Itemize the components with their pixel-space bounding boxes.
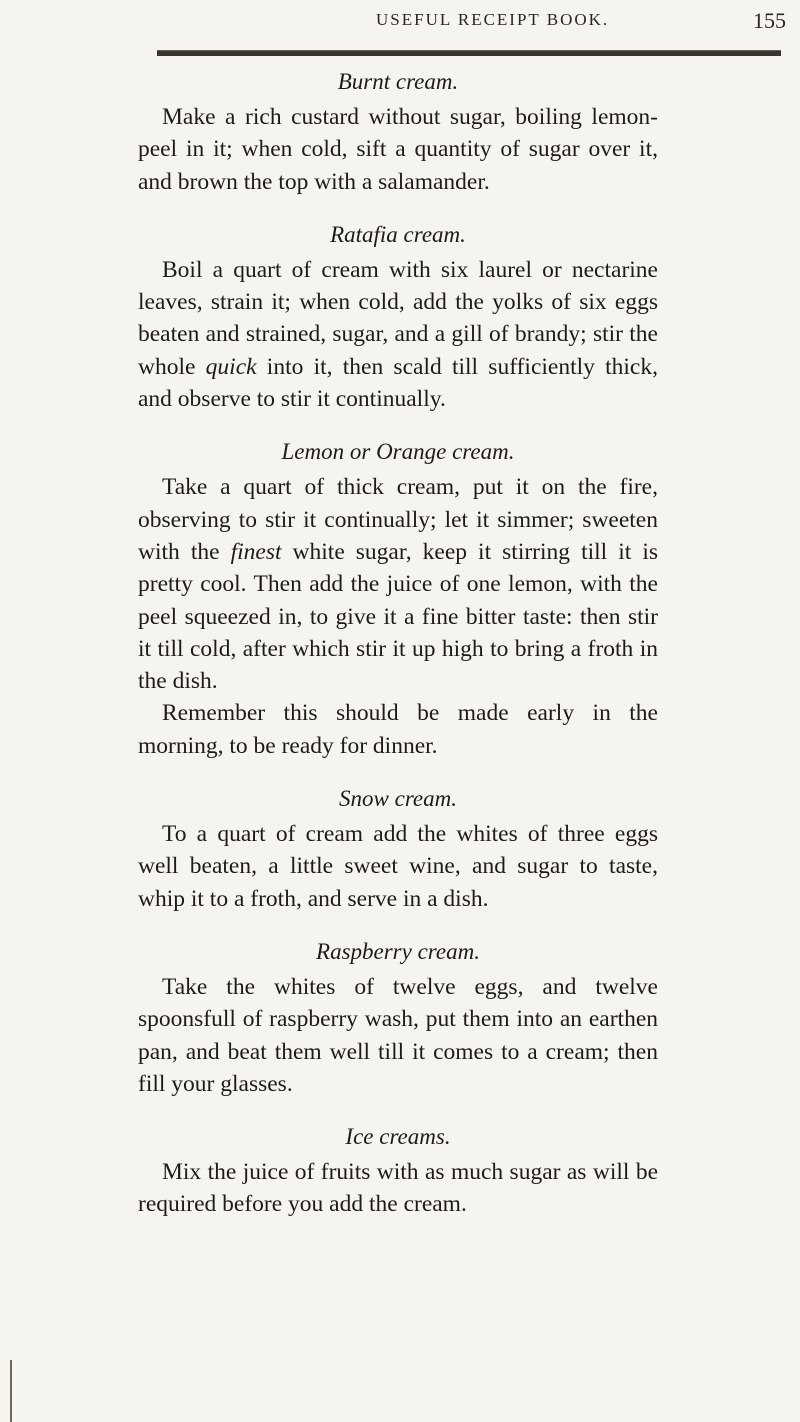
page-number: 155 xyxy=(753,8,786,33)
recipe-title: Ice creams. xyxy=(345,1124,451,1150)
recipe-title: Burnt cream. xyxy=(337,69,459,94)
recipe-ratafia-cream xyxy=(138,218,658,415)
recipe-note: Remember this should be made early in the morning, to be ready for dinner. xyxy=(138,700,658,759)
recipe-title: Raspberry cream. xyxy=(316,938,480,964)
running-title: USEFUL RECEIPT BOOK. xyxy=(376,10,610,29)
recipe-body: Make a rich custard without sugar, boiling lemon-peel in it; when cold, sift a quantity of sugar over it, and brown the top with a salamander. xyxy=(138,104,658,195)
recipe-text: Boil a quart of cream with six laurel or nectarine leaves, strain it; when cold, add the yolks of six eggs beaten and strained, sugar, and a gill of brandy; stir the whole xyxy=(138,256,658,380)
recipe-lemon-orange-cream xyxy=(138,435,658,762)
page-edge-mark xyxy=(10,1360,12,1422)
page-content xyxy=(138,65,658,1241)
recipe-title: Lemon or Orange cream. xyxy=(281,439,515,465)
recipe-text: white sugar, keep it stirring till it is pretty cool. Then add the juice of one lemon, with the peel squeezed in, to give it a fine bitter taste: then stir it till cold, after which stir it up high to bring a froth in the dish. xyxy=(138,538,658,695)
recipe-burnt-cream xyxy=(138,65,658,198)
recipe-emphasis: finest xyxy=(230,538,282,565)
recipe-text: into it, then scald till sufficiently thick, and observe to stir it continually. xyxy=(138,353,658,413)
header-rule xyxy=(157,50,781,56)
recipe-body: To a quart of cream add the whites of three eggs well beaten, a little sweet wine, and sugar to taste, whip it to a froth, and serve in a dish. xyxy=(138,821,658,912)
recipe-body xyxy=(138,254,658,415)
recipe-raspberry-cream xyxy=(138,935,658,1100)
recipe-title: Ratafia cream. xyxy=(330,221,466,247)
recipe-emphasis: quick xyxy=(205,353,257,380)
running-header xyxy=(0,10,800,40)
recipe-text: Take a quart of thick cream, put it on the fire, observing to stir it continually; let it simmer; sweeten with the xyxy=(138,474,658,565)
recipe-body: Mix the juice of fruits with as much sugar as will be required before you add the cream. xyxy=(138,1159,658,1218)
recipe-body xyxy=(138,471,658,697)
recipe-snow-cream xyxy=(138,782,658,915)
recipe-body: Take the whites of twelve eggs, and twelve spoonsfull of raspberry wash, put them into an earthen pan, and beat them well till it comes to a cream; then fill your glasses. xyxy=(138,973,658,1097)
recipe-ice-creams xyxy=(138,1120,658,1221)
recipe-title: Snow cream. xyxy=(339,786,457,812)
